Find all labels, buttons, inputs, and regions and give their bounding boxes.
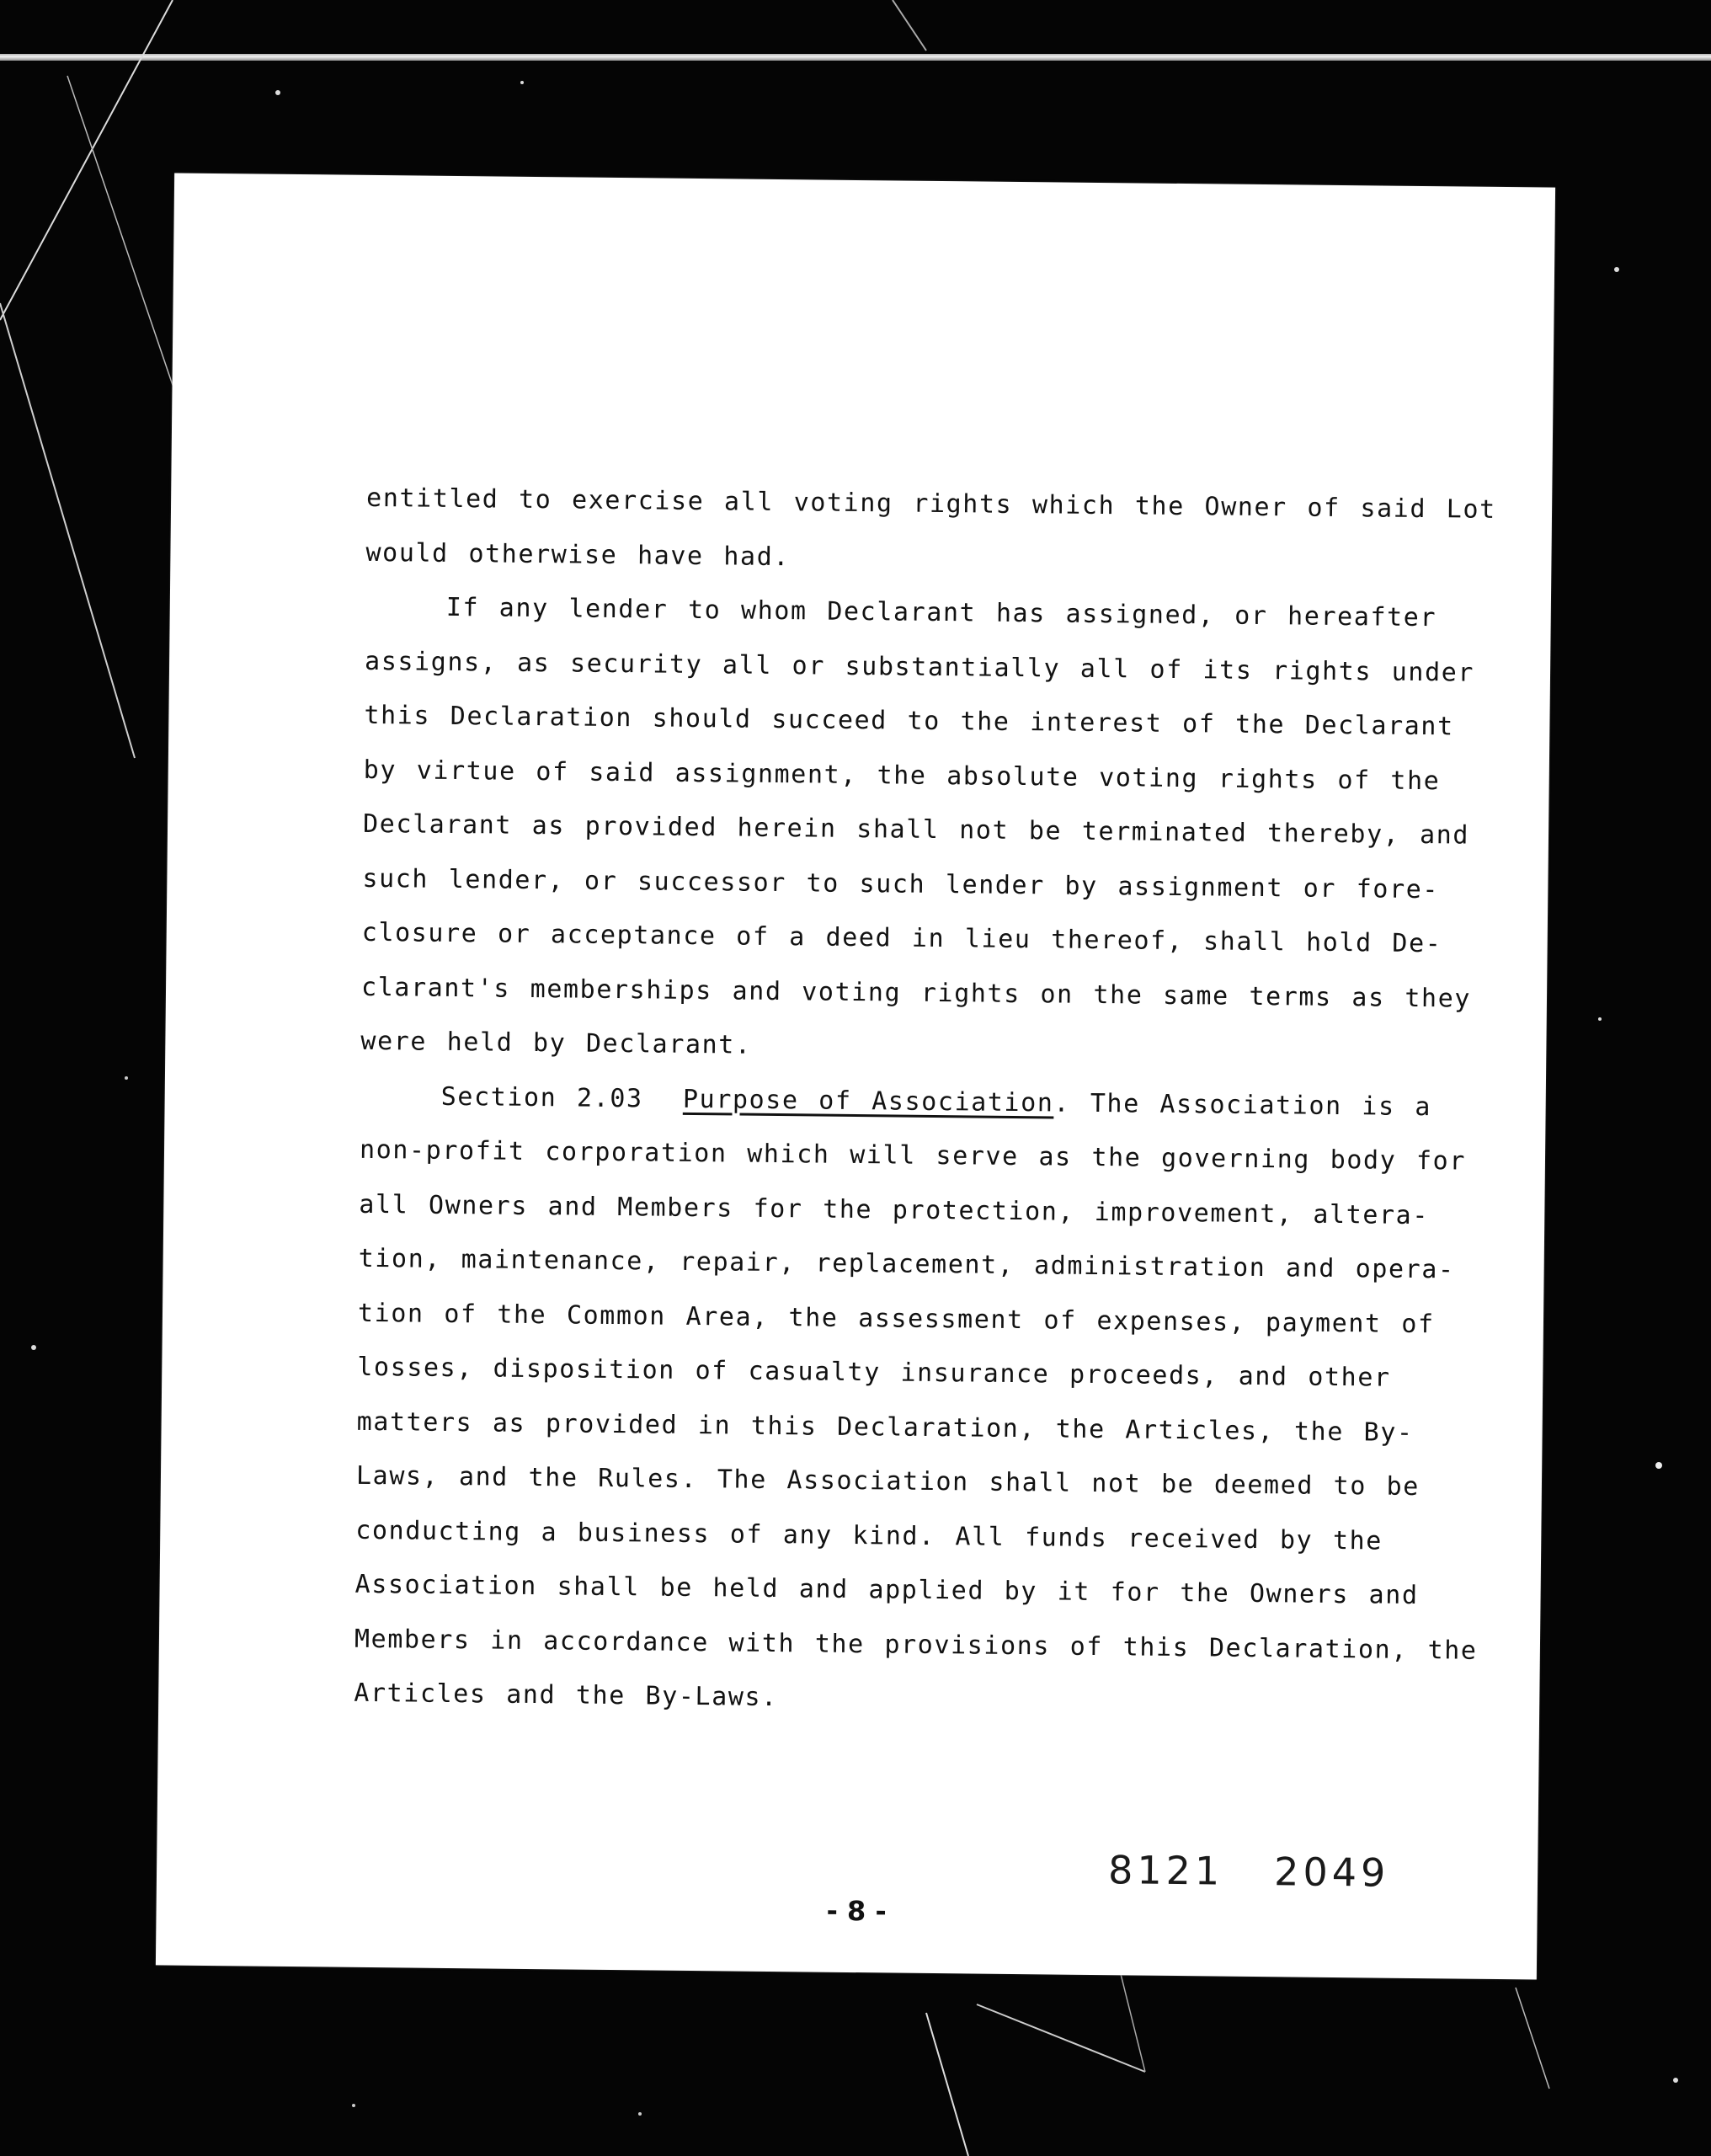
paragraph-2-line: by virtue of said assignment, the absolute voting rights of the bbox=[363, 755, 1441, 796]
section-line: losses, disposition of casualty insurance proceeds, and other bbox=[357, 1352, 1391, 1393]
paragraph-2-line: closure or acceptance of a deed in lieu thereof, shall hold De- bbox=[361, 917, 1442, 959]
stamp-page-number: 2049 bbox=[1273, 1849, 1390, 1896]
section-line: matters as provided in this Declaration, the Articles, the By- bbox=[356, 1406, 1414, 1448]
paragraph-2-line: If any lender to whom Declarant has assigned, or hereafter bbox=[445, 592, 1437, 633]
document-body bbox=[354, 472, 1496, 1732]
section-line: non-profit corporation which will serve as the governing body for bbox=[359, 1134, 1467, 1177]
paragraph-2-line: clarant's memberships and voting rights on the same terms as they bbox=[360, 972, 1472, 1014]
section-line: Laws, and the Rules. The Association shall not be deemed to be bbox=[355, 1460, 1421, 1502]
section-line: tion, maintenance, repair, replacement, administration and opera- bbox=[358, 1243, 1455, 1285]
section-line: tion of the Common Area, the assessment of expenses, payment of bbox=[357, 1298, 1435, 1339]
paragraph-2-line: were held by Declarant. bbox=[360, 1026, 752, 1060]
section-number: Section 2.03 bbox=[440, 1081, 643, 1113]
section-line: Members in accordance with the provisions of this Declaration, the bbox=[354, 1624, 1478, 1666]
section-line: conducting a business of any kind. All funds received by the bbox=[355, 1515, 1383, 1556]
paragraph-1-line: entitled to exercise all voting rights which the Owner of said Lot bbox=[365, 483, 1496, 525]
paragraph-2-line: such lender, or successor to such lender by assignment or fore- bbox=[362, 863, 1440, 905]
section-line: all Owners and Members for the protection, improvement, altera- bbox=[359, 1189, 1430, 1230]
stamp-book-number: 8121 bbox=[1107, 1847, 1224, 1894]
page-number: - 8 - bbox=[826, 1894, 887, 1928]
section-title: Purpose of Association bbox=[682, 1084, 1054, 1118]
paragraph-2-line: Declarant as provided herein shall not be terminated thereby, and bbox=[362, 808, 1470, 851]
recording-stamp bbox=[1108, 1847, 1390, 1895]
section-line: Articles and the By-Laws. bbox=[354, 1678, 779, 1713]
section-line: Association shall be held and applied by it for the Owners and bbox=[354, 1569, 1419, 1611]
paragraph-2-line: this Declaration should succeed to the interest of the Declarant bbox=[364, 700, 1454, 742]
paragraph-2-line: assigns, as security all or substantially all of its rights under bbox=[364, 646, 1475, 688]
section-heading-rest: . The Association is a bbox=[1053, 1087, 1432, 1122]
paragraph-1-line: would otherwise have had. bbox=[365, 537, 791, 572]
document-page bbox=[156, 173, 1555, 1979]
